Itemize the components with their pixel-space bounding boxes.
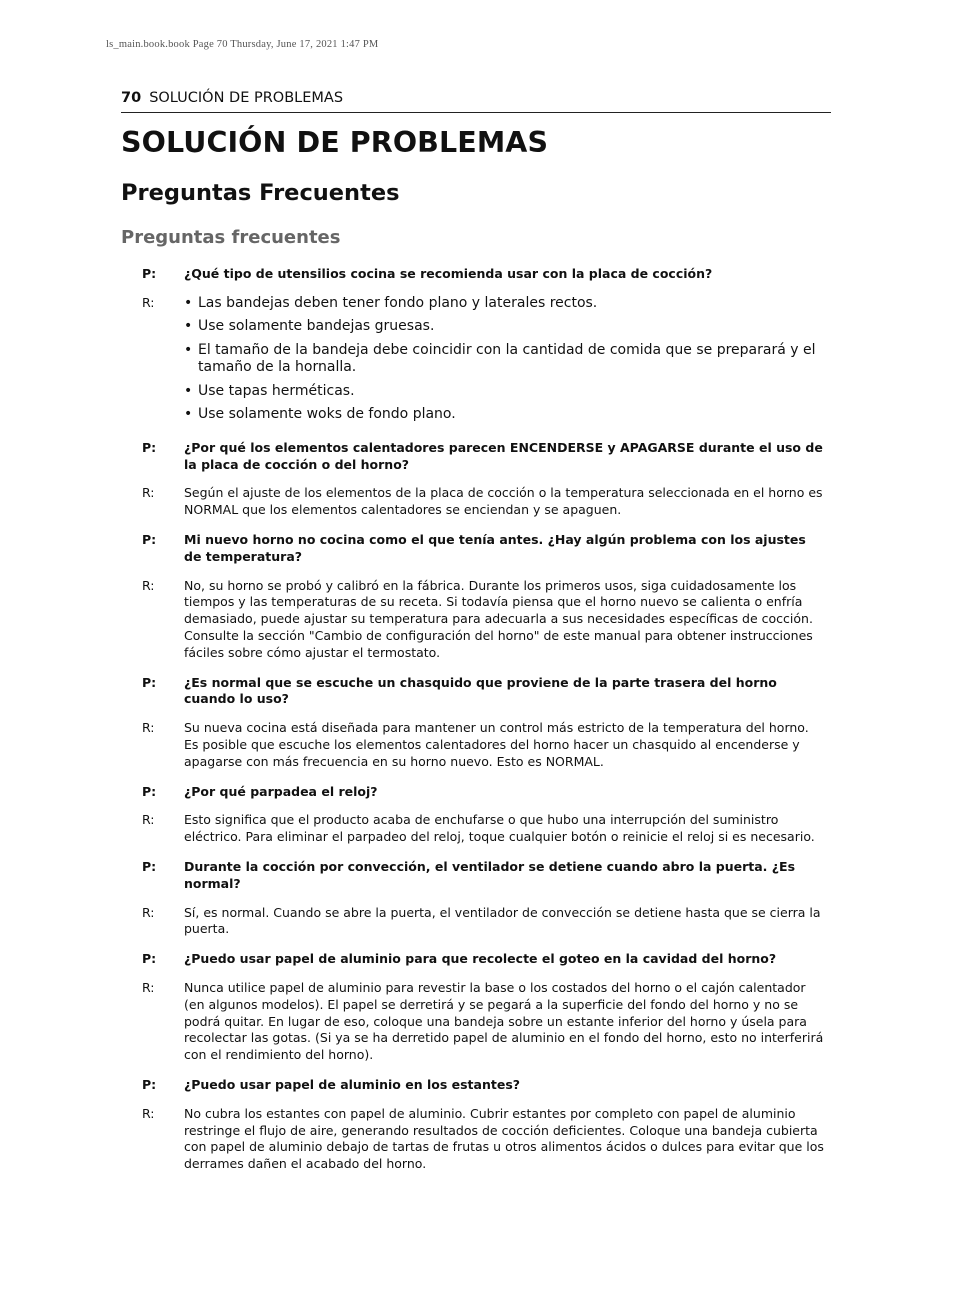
question-label: P: <box>142 783 157 799</box>
question-text: ¿Por qué los elementos calentadores parecen ENCENDERSE y APAGARSE durante el uso de la placa de cocción o del horno? <box>184 439 823 472</box>
question-text: ¿Qué tipo de utensilios cocina se recomienda usar con la placa de cocción? <box>184 266 713 281</box>
question-label: P: <box>142 1076 157 1092</box>
answer-label: R: <box>142 979 155 995</box>
question-text: ¿Es normal que se escuche un chasquido que proviene de la parte trasera del horno cuando lo uso? <box>184 674 777 707</box>
question-text: ¿Puedo usar papel de aluminio para que recolecte el goteo en la cavidad del horno? <box>184 951 777 967</box>
question-label: P: <box>142 439 157 455</box>
faq-question <box>142 440 826 474</box>
faq-answer <box>142 812 826 846</box>
question-label: P: <box>142 674 157 690</box>
faq-answer <box>142 720 826 770</box>
answer-text: Su nueva cocina está diseñada para mantener un control más estricto de la temperatura del horno. Es posible que escuche los elementos calentadores del horno hacer un chasquido al encenderse y apagarse con más frecuencia en su horno nuevo. Esto es NORMAL. <box>184 720 809 769</box>
running-header <box>121 90 831 113</box>
faq-answer <box>142 980 826 1064</box>
question-label: P: <box>142 951 157 967</box>
faq-question <box>142 675 826 709</box>
faq-answer <box>142 578 826 662</box>
answer-bullet-list <box>184 295 826 430</box>
faq-answer <box>142 485 826 519</box>
question-text: Durante la cocción por convección, el ventilador se detiene cuando abro la puerta. ¿Es normal? <box>184 858 796 891</box>
answer-text: Según el ajuste de los elementos de la placa de cocción o la temperatura seleccionada en el horno es NORMAL que los elementos calentadores se enciendan y se apaguen. <box>184 485 823 518</box>
question-text: ¿Puedo usar papel de aluminio en los estantes? <box>184 1076 521 1092</box>
faq-question <box>142 532 826 566</box>
answer-label: R: <box>142 1105 155 1121</box>
answer-bullet-item: • Use solamente bandejas gruesas. <box>184 318 435 335</box>
answer-text: Nunca utilice papel de aluminio para revestir la base o los costados del horno o el cajón calentador (en algunos modelos). El papel se derretirá y se pegará a la superficie del fondo del horno y no se podrá quitar. En lugar de eso, coloque una bandeja sobre un estante inferior del horno y úsela para recolectar las gotas. (Si ya se ha derretido papel de aluminio en el fondo del horno, esto no interferirá con el rendimiento del horno). <box>184 979 824 1063</box>
answer-bullet-item: • El tamaño de la bandeja debe coincidir con la cantidad de comida que se preparará y el tamaño de la hornalla. <box>184 341 816 376</box>
answer-text: Sí, es normal. Cuando se abre la puerta, el ventilador de convección se detiene hasta que se cierra la puerta. <box>184 904 821 937</box>
faq-question <box>142 951 826 968</box>
answer-label: R: <box>142 812 155 828</box>
answer-bullet-item: • Use tapas herméticas. <box>184 382 355 399</box>
faq-answer <box>142 1106 826 1173</box>
answer-label: R: <box>142 577 155 593</box>
answer-text: No, su horno se probó y calibró en la fábrica. Durante los primeros usos, siga cuidadosamente los tiempos y las temperaturas de su receta. Si todavía piensa que el horno nuevo se calienta o enfría demasiado, puede ajustar su temperatura para adecuarla a sus necesidades específicas de cocción. Consulte la sección "Cambio de configuración del horno" de este manual para obtener instrucciones fáciles sobre cómo ajustar el termostato. <box>184 577 813 660</box>
faq-question <box>142 1077 826 1094</box>
section-heading: Preguntas frecuentes <box>121 227 341 248</box>
question-text: ¿Por qué parpadea el reloj? <box>184 783 378 799</box>
running-header-section: SOLUCIÓN DE PROBLEMAS <box>149 90 344 106</box>
faq-question <box>142 859 826 893</box>
faq-question <box>142 266 826 283</box>
answer-label: R: <box>142 720 155 736</box>
question-text: Mi nuevo horno no cocina como el que tenía antes. ¿Hay algún problema con los ajustes de temperatura? <box>184 531 806 564</box>
answer-label: R: <box>142 294 155 310</box>
faq-answer <box>142 905 826 939</box>
page-number: 70 <box>121 90 142 106</box>
answer-bullet-item: • Las bandejas deben tener fondo plano y laterales rectos. <box>184 294 598 311</box>
page-title: SOLUCIÓN DE PROBLEMAS <box>121 126 549 159</box>
faq-answer <box>142 295 826 430</box>
answer-text: Esto significa que el producto acaba de enchufarse o que hubo una interrupción del suministro eléctrico. Para eliminar el parpadeo del reloj, toque cualquier botón o reinicie el reloj si es necesario. <box>184 812 815 845</box>
faq-question <box>142 784 826 801</box>
answer-text: No cubra los estantes con papel de aluminio. Cubrir estantes por completo con papel de aluminio restringe el flujo de aire, generando resultados de cocción deficientes. Coloque una bandeja cubierta con papel de aluminio debajo de tartas de frutas u otros alimentos ácidos o dulces para evitar que los derrames dañen el acabado del horno. <box>184 1105 824 1172</box>
answer-label: R: <box>142 904 155 920</box>
faq-list <box>142 266 826 1186</box>
question-label: P: <box>142 858 157 874</box>
answer-label: R: <box>142 485 155 501</box>
print-info-line: ls_main.book.book Page 70 Thursday, June 17, 2021 1:47 PM <box>106 39 379 50</box>
question-label: P: <box>142 531 157 547</box>
question-label: P: <box>142 266 157 281</box>
page-subtitle: Preguntas Frecuentes <box>121 180 400 206</box>
answer-bullet-item: • Use solamente woks de fondo plano. <box>184 406 456 423</box>
